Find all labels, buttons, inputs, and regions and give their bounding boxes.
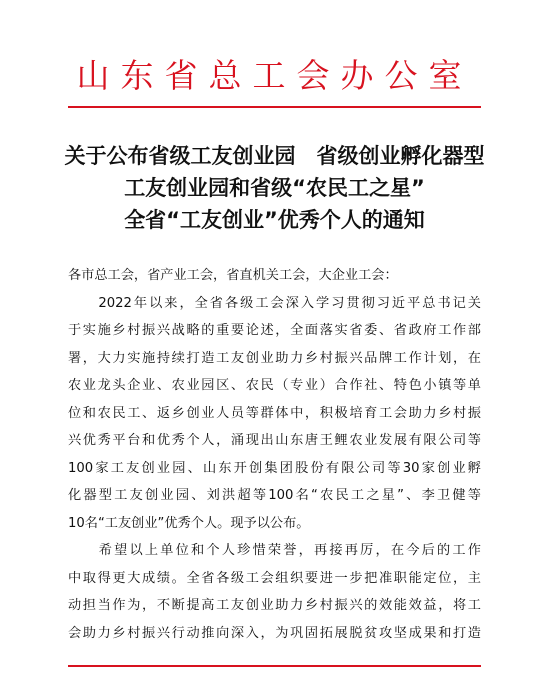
body-line: 于实施乡村振兴战略的重要论述，全面落实省委、省政府工作部	[68, 323, 481, 338]
body-line: 希望以上单位和个人珍惜荣誉，再接再厉，在今后的工作	[68, 543, 481, 558]
body-line: 中取得更大成绩。全省各级工会组织要进一步把准职能定位，主	[68, 570, 481, 586]
body-line: 10名“工友创业”优秀个人。现予以公布。	[68, 515, 310, 531]
body-line: 农业龙头企业、农业园区、农民（专业）合作社、特色小镇等单	[68, 378, 481, 393]
body-line: 位和农民工、返乡创业人员等群体中，积极培育工会助力乡村振	[68, 405, 481, 421]
header-red-divider	[68, 106, 481, 108]
org-header-title: 山东省总工会办公室	[76, 56, 473, 95]
notice-title	[0, 140, 549, 236]
body-line: 100家工友创业园、山东开创集团股份有限公司等30家创业孵	[68, 460, 481, 476]
body-line: 化器型工友创业园、刘洪超等100名“农民工之星”、李卫健等	[68, 488, 481, 503]
body-line: 兴优秀平台和优秀个人，涌现出山东唐王鲤农业发展有限公司等	[68, 433, 481, 448]
notice-title-line: 关于公布省级工友创业园 省级创业孵化器型	[64, 144, 485, 168]
notice-title-line: 全省“工友创业”优秀个人的通知	[124, 208, 425, 232]
notice-body	[68, 262, 481, 647]
footer-red-divider	[68, 665, 481, 667]
salutation: 各市总工会，省产业工会，省直机关工会，大企业工会：	[68, 268, 398, 283]
notice-title-line: 工友创业园和省级“农民工之星”	[124, 176, 425, 200]
body-line: 署，大力实施持续打造工友创业助力乡村振兴品牌工作计划，在	[68, 350, 481, 366]
body-line: 2022年以来，全省各级工会深入学习贯彻习近平总书记关	[68, 295, 481, 311]
body-line: 动担当作为，不断提高工友创业助力乡村振兴的效能效益，将工	[68, 598, 481, 613]
body-line: 会助力乡村振兴行动推向深入，为巩固拓展脱贫攻坚成果和打造	[68, 625, 481, 641]
